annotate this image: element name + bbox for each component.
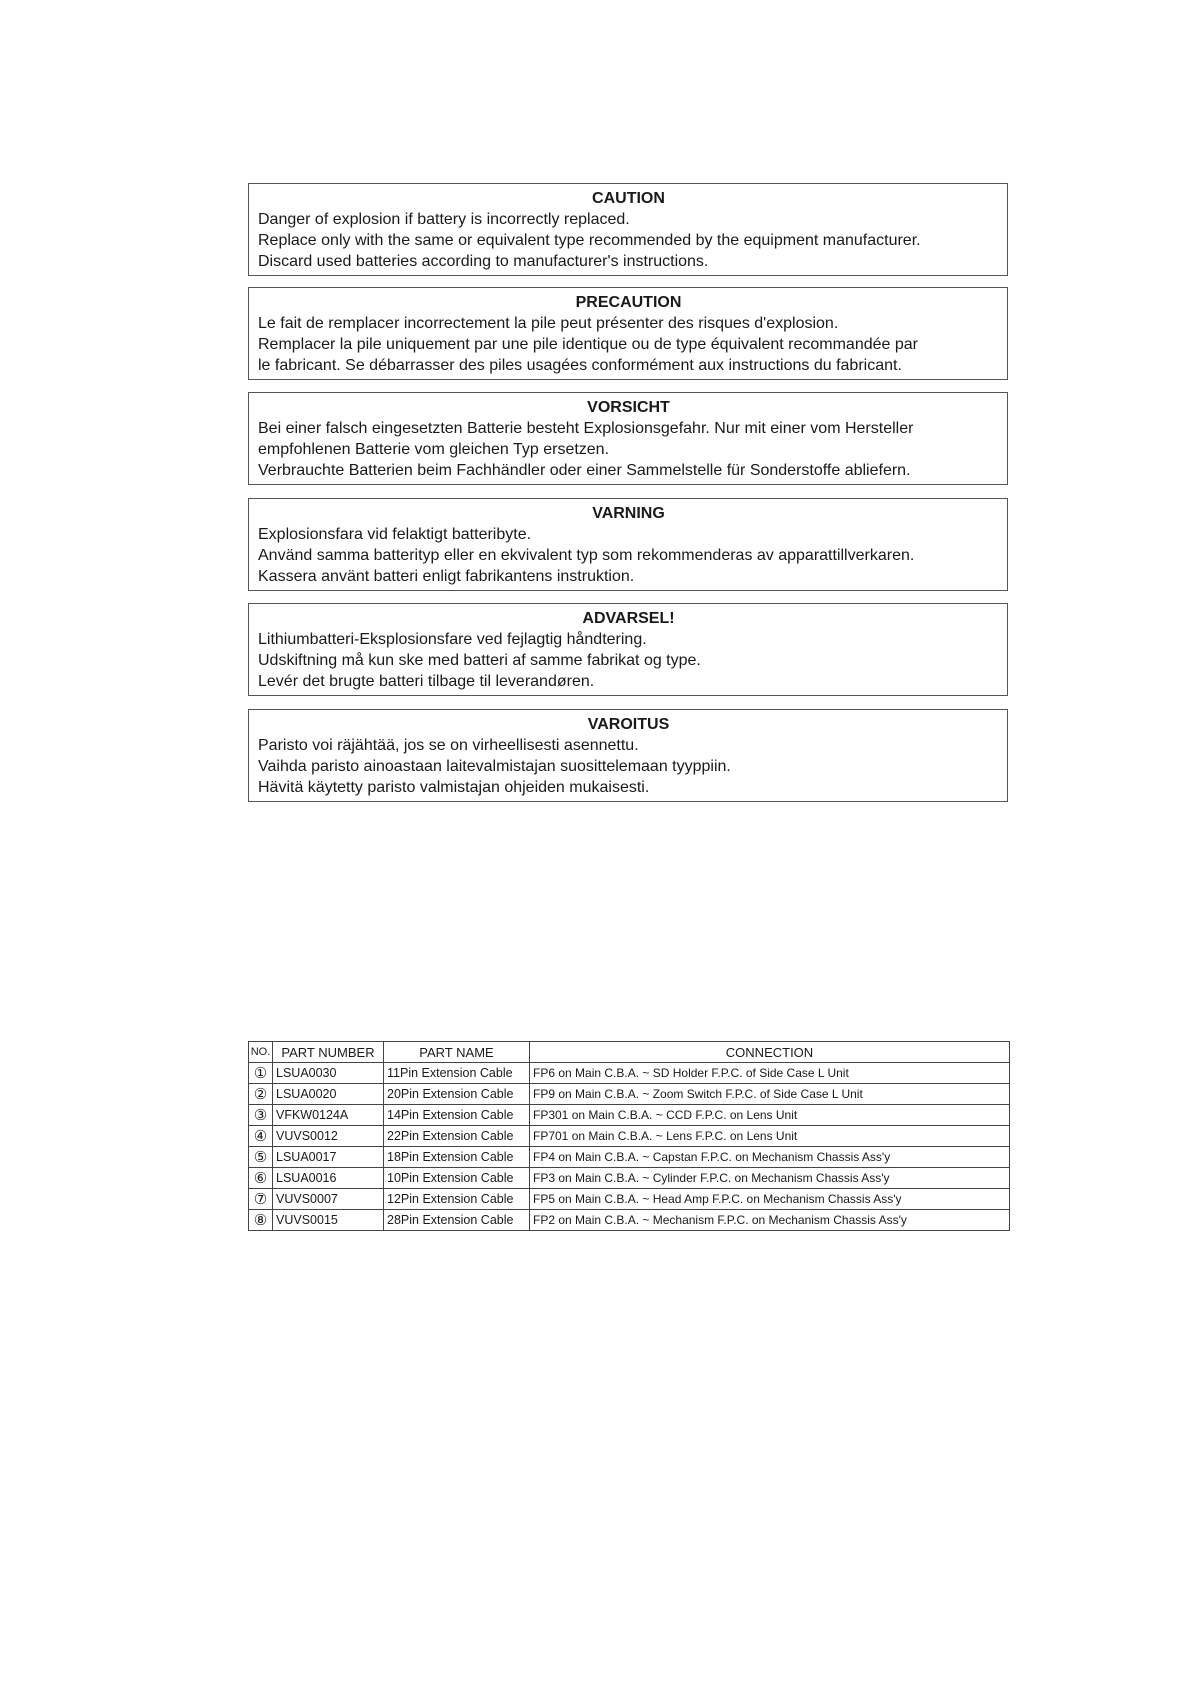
notice-title: VORSICHT <box>587 399 670 416</box>
table-row <box>249 1084 1010 1105</box>
table-row <box>249 1189 1010 1210</box>
notice-title: CAUTION <box>592 190 665 207</box>
table-row <box>249 1168 1010 1189</box>
row-connection: FP5 on Main C.B.A. ~ Head Amp F.P.C. on Mechanism Chassis Ass'y <box>530 1189 1010 1210</box>
row-part-number: LSUA0016 <box>273 1168 384 1189</box>
row-part-name: 10Pin Extension Cable <box>384 1168 530 1189</box>
table-header-row <box>249 1042 1010 1063</box>
row-no: ⑧ <box>249 1210 273 1231</box>
row-part-name: 14Pin Extension Cable <box>384 1105 530 1126</box>
table-row <box>249 1126 1010 1147</box>
header-part-number: PART NUMBER <box>273 1042 384 1063</box>
notice-caution <box>248 183 1008 276</box>
notice-line: Replace only with the same or equivalent type recommended by the equipment manufacturer. <box>258 232 921 249</box>
notice-varoitus <box>248 709 1008 802</box>
notice-advarsel <box>248 603 1008 696</box>
notice-title: PRECAUTION <box>575 294 682 311</box>
row-part-number: VUVS0012 <box>273 1126 384 1147</box>
notice-line: Remplacer la pile uniquement par une pile identique ou de type équivalent recommandée par <box>258 336 918 353</box>
notice-title: ADVARSEL! <box>582 610 675 627</box>
notice-line: Verbrauchte Batterien beim Fachhändler oder einer Sammelstelle für Sonderstoffe abliefern. <box>258 462 911 479</box>
row-part-number: VUVS0007 <box>273 1189 384 1210</box>
row-part-name: 12Pin Extension Cable <box>384 1189 530 1210</box>
row-no: ⑥ <box>249 1168 273 1189</box>
row-part-name: 18Pin Extension Cable <box>384 1147 530 1168</box>
notice-line: Paristo voi räjähtää, jos se on virheellisesti asennettu. <box>258 737 639 754</box>
table-row <box>249 1105 1010 1126</box>
notice-line: Le fait de remplacer incorrectement la pile peut présenter des risques d'explosion. <box>258 315 839 332</box>
row-part-name: 22Pin Extension Cable <box>384 1126 530 1147</box>
notice-line: Använd samma batterityp eller en ekvivalent typ som rekommenderas av apparattillverkaren. <box>258 547 915 564</box>
table-row <box>249 1063 1010 1084</box>
notice-line: Explosionsfara vid felaktigt batteribyte. <box>258 526 532 543</box>
row-connection: FP6 on Main C.B.A. ~ SD Holder F.P.C. of Side Case L Unit <box>530 1063 1010 1084</box>
header-no: NO. <box>249 1042 273 1063</box>
notice-line: Levér det brugte batteri tilbage til leverandøren. <box>258 673 595 690</box>
notice-line: Discard used batteries according to manufacturer's instructions. <box>258 253 709 270</box>
header-part-name: PART NAME <box>384 1042 530 1063</box>
notice-line: Lithiumbatteri-Eksplosionsfare ved fejlagtig håndtering. <box>258 631 647 648</box>
parts-table <box>248 1041 1010 1231</box>
row-no: ② <box>249 1084 273 1105</box>
row-part-number: LSUA0017 <box>273 1147 384 1168</box>
row-connection: FP3 on Main C.B.A. ~ Cylinder F.P.C. on Mechanism Chassis Ass'y <box>530 1168 1010 1189</box>
notice-title: VARNING <box>592 505 665 522</box>
table-row <box>249 1147 1010 1168</box>
row-part-number: LSUA0020 <box>273 1084 384 1105</box>
notice-line: empfohlenen Batterie vom gleichen Typ ersetzen. <box>258 441 610 458</box>
notice-line: Udskiftning må kun ske med batteri af samme fabrikat og type. <box>258 652 701 669</box>
notice-title: VAROITUS <box>587 716 670 733</box>
row-no: ⑤ <box>249 1147 273 1168</box>
row-no: ④ <box>249 1126 273 1147</box>
row-part-number: VUVS0015 <box>273 1210 384 1231</box>
row-connection: FP301 on Main C.B.A. ~ CCD F.P.C. on Lens Unit <box>530 1105 1010 1126</box>
row-no: ① <box>249 1063 273 1084</box>
notice-vorsicht <box>248 392 1008 485</box>
row-part-name: 20Pin Extension Cable <box>384 1084 530 1105</box>
notice-line: Bei einer falsch eingesetzten Batterie besteht Explosionsgefahr. Nur mit einer vom Hersteller <box>258 420 914 437</box>
notice-line: Hävitä käytetty paristo valmistajan ohjeiden mukaisesti. <box>258 779 650 796</box>
row-connection: FP701 on Main C.B.A. ~ Lens F.P.C. on Lens Unit <box>530 1126 1010 1147</box>
row-part-number: VFKW0124A <box>273 1105 384 1126</box>
notice-line: le fabricant. Se débarrasser des piles usagées conformément aux instructions du fabricant. <box>258 357 902 374</box>
notice-varning <box>248 498 1008 591</box>
notice-line: Vaihda paristo ainoastaan laitevalmistajan suosittelemaan tyyppiin. <box>258 758 731 775</box>
table-row <box>249 1210 1010 1231</box>
row-no: ③ <box>249 1105 273 1126</box>
notice-line: Danger of explosion if battery is incorrectly replaced. <box>258 211 630 228</box>
header-connection: CONNECTION <box>530 1042 1010 1063</box>
row-connection: FP9 on Main C.B.A. ~ Zoom Switch F.P.C. of Side Case L Unit <box>530 1084 1010 1105</box>
row-connection: FP2 on Main C.B.A. ~ Mechanism F.P.C. on Mechanism Chassis Ass'y <box>530 1210 1010 1231</box>
row-part-name: 11Pin Extension Cable <box>384 1063 530 1084</box>
notice-line: Kassera använt batteri enligt fabrikantens instruktion. <box>258 568 635 585</box>
row-part-number: LSUA0030 <box>273 1063 384 1084</box>
row-no: ⑦ <box>249 1189 273 1210</box>
row-connection: FP4 on Main C.B.A. ~ Capstan F.P.C. on Mechanism Chassis Ass'y <box>530 1147 1010 1168</box>
notice-precaution <box>248 287 1008 380</box>
row-part-name: 28Pin Extension Cable <box>384 1210 530 1231</box>
